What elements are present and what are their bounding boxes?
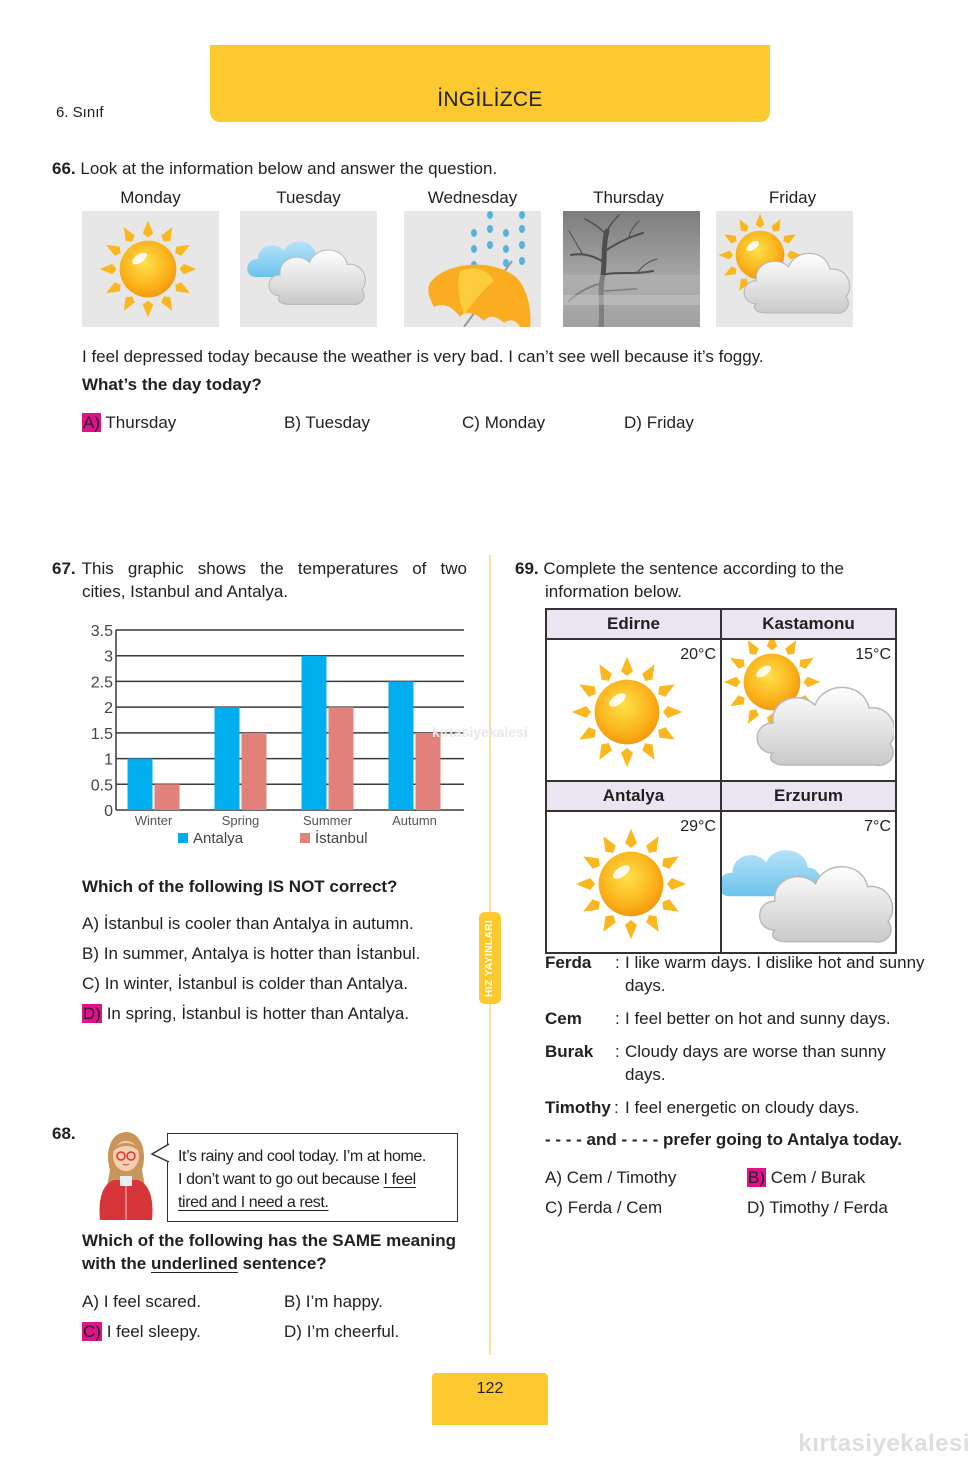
- q69-option-d[interactable]: [747, 1198, 888, 1218]
- q68-number: 68.: [52, 1124, 76, 1143]
- answer-mark: D): [83, 1004, 101, 1023]
- q67-prompt: [52, 557, 467, 603]
- q68-question-line2a: with the: [82, 1254, 151, 1273]
- day-label-monday: Monday: [120, 188, 181, 207]
- y-tick-label: 2: [104, 700, 113, 718]
- chart-watermark: kırtasiyekalesi: [432, 724, 528, 740]
- q69-prompt-line1: Complete the sentence according to the: [543, 559, 844, 578]
- speech-line2: I don’t want to go out because: [178, 1171, 384, 1188]
- option-letter: D): [284, 1322, 302, 1341]
- option-text: I feel sleepy.: [106, 1322, 201, 1341]
- answer-mark: C): [83, 1322, 101, 1341]
- option-letter: A): [545, 1168, 562, 1187]
- temp-erzurum: 7°C: [864, 818, 891, 835]
- q66-question: What’s the day today?: [82, 375, 262, 394]
- q66-option-c[interactable]: [462, 413, 545, 433]
- temp-edirne: 20°C: [680, 646, 716, 663]
- option-letter: D): [747, 1198, 765, 1217]
- option-letter: B): [284, 413, 301, 432]
- q68-question-line2b: sentence?: [237, 1254, 327, 1273]
- q66-option-b[interactable]: [284, 413, 370, 433]
- option-text: İstanbul is cooler than Antalya in autumn.: [103, 914, 414, 933]
- person-timothy: [545, 1096, 945, 1119]
- person-ferda: [545, 951, 945, 997]
- option-letter: C): [462, 413, 480, 432]
- fog-tree-image: [563, 211, 700, 327]
- day-label-wednesday: Wednesday: [427, 188, 518, 207]
- person-statement: [625, 951, 935, 997]
- chart-svg: [70, 615, 480, 860]
- option-text: Friday: [646, 413, 694, 432]
- city-name-antalya: Antalya: [546, 781, 721, 811]
- q67-option-d[interactable]: [82, 1004, 409, 1024]
- q68-option-c[interactable]: [82, 1322, 201, 1342]
- q68-question-underlined: underlined: [150, 1254, 238, 1273]
- person-statement: [625, 1040, 935, 1086]
- q66-statement: I feel depressed today because the weather is very bad. I can’t see well because it’s foggy.: [82, 347, 764, 366]
- q66-option-d[interactable]: [624, 413, 694, 433]
- city-cell-edirne: [546, 639, 721, 781]
- q69-prompt: [515, 557, 915, 603]
- q68-option-d[interactable]: [284, 1322, 399, 1342]
- statement-line1: I like warm days. I dislike hot and sunny: [625, 953, 925, 972]
- temp-antalya: 29°C: [680, 818, 716, 835]
- q69-sentence: - - - - and - - - - prefer going to Antalya today.: [545, 1130, 902, 1149]
- x-tick-label: Winter: [134, 813, 173, 828]
- cloudy-icon: [240, 211, 377, 327]
- y-tick-label: 1: [104, 751, 113, 769]
- option-text: Cem / Timothy: [566, 1168, 677, 1187]
- colon: :: [614, 1098, 619, 1117]
- person-statement: I feel energetic on cloudy days.: [625, 1098, 860, 1117]
- y-tick-label: 0.5: [90, 777, 113, 795]
- temp-kastamonu: 15°C: [855, 646, 891, 663]
- q69-option-c[interactable]: [545, 1198, 662, 1218]
- person-name: Ferda: [545, 953, 592, 972]
- watermark: kırtasiyekalesi: [798, 1430, 970, 1457]
- girl-avatar: [96, 1130, 156, 1220]
- legend-label: İstanbul: [315, 830, 368, 847]
- partly-cloudy-icon: [716, 211, 853, 327]
- underlined-sentence-part2: tired and I need a rest.: [178, 1194, 329, 1211]
- answer-mark: B): [748, 1168, 765, 1187]
- bar-antalya-autumn: [389, 681, 414, 810]
- y-tick-label: 0: [104, 803, 113, 820]
- y-tick-label: 1.5: [90, 725, 113, 743]
- q67-prompt-line1: This graphic shows the temperatures of two: [81, 559, 467, 578]
- subject-title: İNGİLİZCE: [437, 88, 543, 111]
- x-tick-label: Autumn: [392, 813, 437, 828]
- option-letter: B): [82, 944, 99, 963]
- q68-question: [82, 1229, 482, 1275]
- bar-i̇stanbul-winter: [155, 784, 180, 810]
- colon: :: [615, 1042, 620, 1061]
- legend-swatch-0: [178, 833, 188, 843]
- city-cell-erzurum: [721, 811, 896, 953]
- q69-prompt-line2: information below.: [545, 582, 683, 601]
- statement-line2: days.: [625, 1065, 666, 1084]
- q67-option-a[interactable]: [82, 914, 414, 934]
- speech-bubble-tail: [150, 1142, 170, 1166]
- q66-option-a[interactable]: [82, 413, 176, 433]
- statement-line2: days.: [625, 976, 666, 995]
- y-tick-label: 3.5: [90, 623, 113, 640]
- q69-number: 69.: [515, 559, 539, 578]
- bar-i̇stanbul-autumn: [416, 733, 441, 810]
- option-letter: B): [284, 1292, 301, 1311]
- page-number: 122: [432, 1373, 548, 1425]
- legend-swatch-1: [300, 833, 310, 843]
- day-label-thursday: Thursday: [593, 188, 664, 207]
- day-label-tuesday: Tuesday: [276, 188, 341, 207]
- option-text: Monday: [484, 413, 546, 432]
- city-name-edirne: Edirne: [546, 609, 721, 639]
- speech-text: [178, 1145, 453, 1214]
- bar-antalya-summer: [302, 656, 327, 810]
- city-name-kastamonu: Kastamonu: [721, 609, 896, 639]
- q67-number: 67.: [52, 559, 76, 578]
- person-name: Burak: [545, 1042, 594, 1061]
- option-text: Timothy / Ferda: [769, 1198, 888, 1217]
- city-weather-table: [545, 608, 897, 954]
- bar-antalya-winter: [128, 759, 153, 810]
- colon: :: [615, 1009, 620, 1028]
- option-text: I feel scared.: [103, 1292, 202, 1311]
- city-cell-antalya: [546, 811, 721, 953]
- publisher-tab: HIZ YAYINLARI: [479, 912, 501, 1004]
- q68-option-a[interactable]: [82, 1292, 201, 1312]
- option-text: In summer, Antalya is hotter than İstanbul.: [103, 944, 421, 963]
- temperature-bar-chart: [70, 615, 480, 860]
- q69-option-b[interactable]: [747, 1168, 865, 1188]
- x-tick-label: Summer: [302, 813, 353, 828]
- q69-option-a[interactable]: [545, 1168, 676, 1188]
- option-text: Tuesday: [305, 413, 370, 432]
- option-letter: A): [82, 1292, 99, 1311]
- option-letter: C): [82, 974, 100, 993]
- answer-mark: A): [83, 413, 100, 432]
- person-cem: [545, 1007, 945, 1030]
- day-label-friday: Friday: [768, 188, 817, 207]
- y-tick-label: 3: [104, 648, 113, 666]
- grade-label: 6. Sınıf: [56, 104, 104, 121]
- q68-question-line1: Which of the following has the SAME meaning: [82, 1231, 456, 1250]
- bar-i̇stanbul-summer: [329, 707, 354, 810]
- option-text: I’m cheerful.: [306, 1322, 400, 1341]
- colon: :: [615, 953, 620, 972]
- bar-i̇stanbul-spring: [242, 733, 267, 810]
- q67-prompt-line2: cities, Istanbul and Antalya.: [82, 582, 289, 601]
- q66-number: 66.: [52, 159, 76, 178]
- q67-question: Which of the following IS NOT correct?: [82, 877, 398, 896]
- q68-option-b[interactable]: [284, 1292, 383, 1312]
- x-tick-label: Spring: [221, 813, 260, 828]
- speech-line1: It’s rainy and cool today. I’m at home.: [178, 1148, 426, 1165]
- q67-option-b[interactable]: [82, 944, 420, 964]
- underlined-sentence-part1: I feel: [383, 1171, 416, 1188]
- y-tick-label: 2.5: [90, 674, 113, 692]
- city-name-erzurum: Erzurum: [721, 781, 896, 811]
- option-text: I’m happy.: [305, 1292, 383, 1311]
- option-text: Cem / Burak: [770, 1168, 866, 1187]
- city-cell-kastamonu: [721, 639, 896, 781]
- option-text: In spring, İstanbul is hotter than Antalya.: [106, 1004, 410, 1023]
- option-letter: D): [624, 413, 642, 432]
- q66-prompt: Look at the information below and answer the question.: [80, 159, 498, 178]
- rain-umbrella-icon: [404, 211, 541, 327]
- person-name: Cem: [545, 1009, 582, 1028]
- option-text: Ferda / Cem: [567, 1198, 663, 1217]
- q67-option-c[interactable]: [82, 974, 408, 994]
- legend-label: Antalya: [193, 830, 244, 847]
- option-text: Thursday: [105, 413, 177, 432]
- option-letter: C): [545, 1198, 563, 1217]
- bar-antalya-spring: [215, 707, 240, 810]
- person-statement: I feel better on hot and sunny days.: [625, 1009, 891, 1028]
- sun-icon: [82, 211, 219, 327]
- q66-prompt-line: [52, 157, 497, 180]
- person-name: Timothy: [545, 1098, 611, 1117]
- option-letter: A): [82, 914, 99, 933]
- statement-line1: Cloudy days are worse than sunny: [625, 1042, 886, 1061]
- person-burak: [545, 1040, 945, 1086]
- option-text: In winter, İstanbul is colder than Antalya.: [104, 974, 409, 993]
